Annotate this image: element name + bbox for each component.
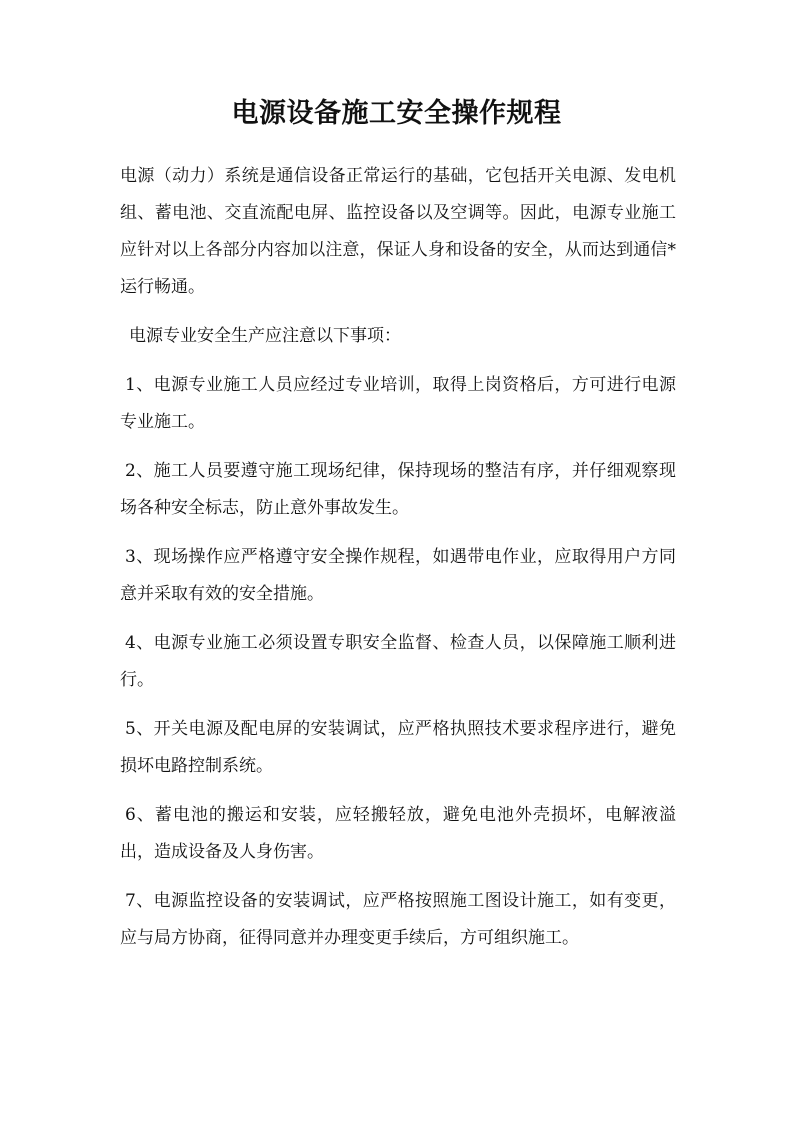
list-item-5: 5、开关电源及配电屏的安装调试，应严格执照技术要求程序进行，避免损坏电路控制系统。 — [120, 719, 676, 776]
subheading-paragraph: 电源专业安全生产应注意以下事项： — [129, 326, 401, 346]
list-item-1: 1、电源专业施工人员应经过专业培训，取得上岗资格后，方可进行电源专业施工。 — [120, 375, 676, 432]
list-item-6: 6、蓄电池的搬运和安装，应轻搬轻放，避免电池外壳损坏，电解液溢出，造成设备及人身伤害。 — [120, 805, 676, 862]
list-item-3: 3、现场操作应严格遵守安全操作规程，如遇带电作业，应取得用户方同意并采取有效的安全措施。 — [120, 547, 676, 604]
document-title: 电源设备施工安全操作规程 — [231, 98, 562, 129]
list-item-4: 4、电源专业施工必须设置专职安全监督、检查人员，以保障施工顺利进行。 — [120, 633, 676, 690]
list-item-2: 2、施工人员要遵守施工现场纪律，保持现场的整洁有序，并仔细观察现场各种安全标志，防止意外事故发生。 — [120, 461, 676, 518]
intro-paragraph: 电源（动力）系统是通信设备正常运行的基础，它包括开关电源、发电机组、蓄电池、交直流配电屏、监控设备以及空调等。因此，电源专业施工应针对以上各部分内容加以注意，保证人身和设备的安全，从而达到通信*运行畅通。 — [120, 166, 676, 297]
document-body — [120, 158, 676, 969]
list-item-7: 7、电源监控设备的安装调试，应严格按照施工图设计施工，如有变更，应与局方协商，征得同意并办理变更手续后，方可组织施工。 — [120, 891, 676, 948]
